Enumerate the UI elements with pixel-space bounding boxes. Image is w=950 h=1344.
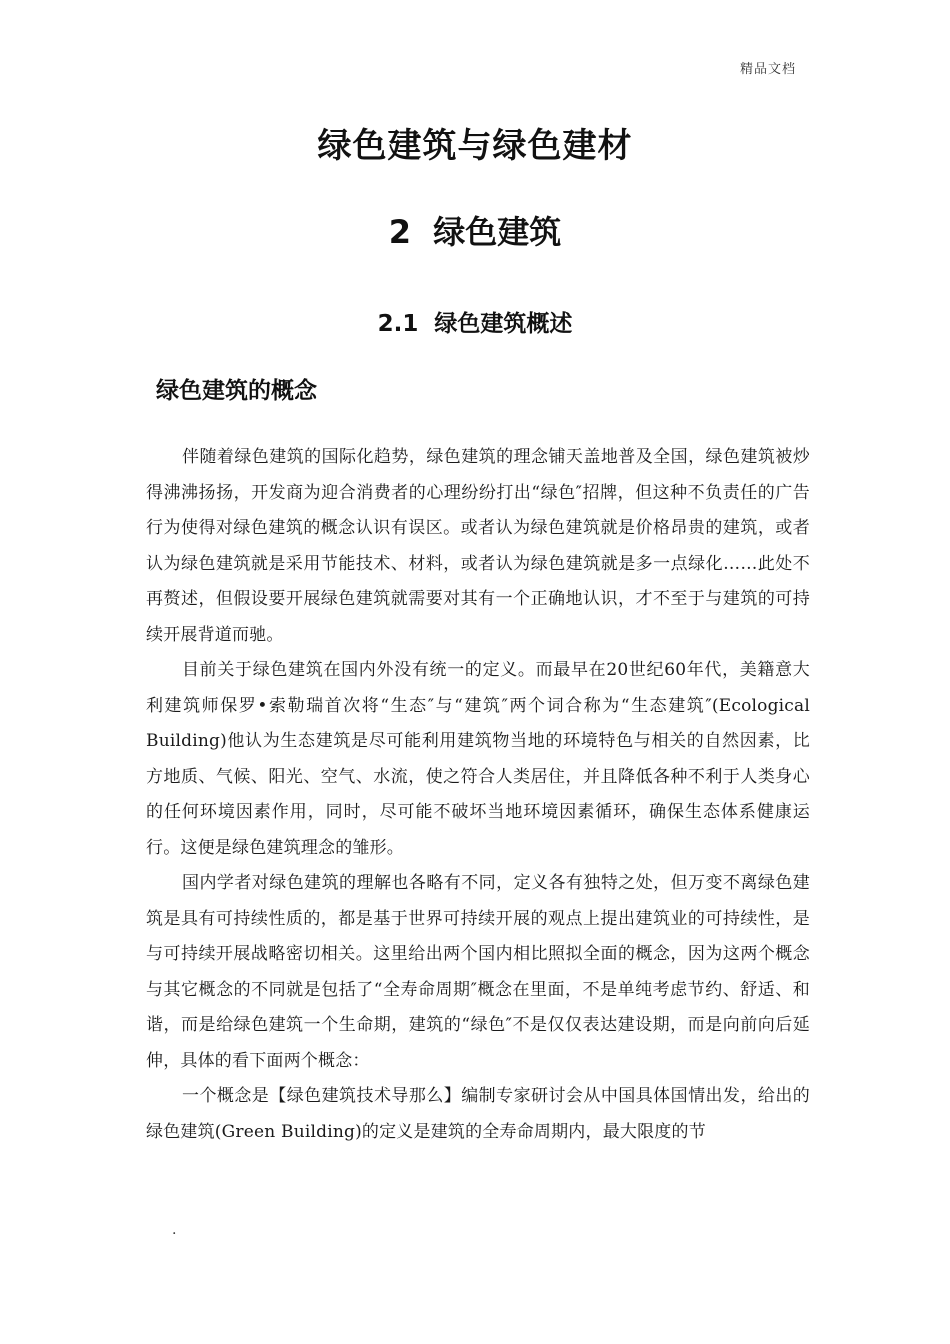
paragraph: 目前关于绿色建筑在国内外没有统一的定义。而最早在20世纪60年代，美籍意大利建筑师保罗•索勒瑞首次将“生态″与“建筑″两个词合称为“生态建筑″(Ecological Building)他认为生态建筑是尽可能利用建筑物当地的环境特色与相关的自然因素，比方地质、气候、阳光、空气、水流，使之符合人类居住，并且降低各种不利于人类身心的任何环境因素作用，同时，尽可能不破坏当地环境因素循环，确保生态体系健康运行。这便是绿色建筑理念的雏形。 <box>146 660 810 858</box>
footer-mark: . <box>172 1222 177 1238</box>
paragraph: 一个概念是【绿色建筑技术导那么】编制专家研讨会从中国具体国情出发，给出的绿色建筑(Green Building)的定义是建筑的全寿命周期内，最大限度的节 <box>146 1086 810 1142</box>
subsection-heading: 绿色建筑的概念 <box>156 378 317 404</box>
header-mark: 精品文档 <box>740 62 797 77</box>
section-heading: 2.1 绿色建筑概述 <box>377 311 573 337</box>
body-text <box>146 440 810 1150</box>
document-title: 绿色建筑与绿色建材 <box>317 126 633 166</box>
paragraph: 伴随着绿色建筑的国际化趋势，绿色建筑的理念铺天盖地普及全国，绿色建筑被炒得沸沸扬扬，开发商为迎合消费者的心理纷纷打出“绿色″招牌，但这种不负责任的广告行为使得对绿色建筑的概念认识有误区。或者认为绿色建筑就是价格昂贵的建筑，或者认为绿色建筑就是采用节能技术、材料，或者认为绿色建筑就是多一点绿化……此处不再赘述，但假设要开展绿色建筑就需要对其有一个正确地认识，才不至于与建筑的可持续开展背道而驰。 <box>146 447 810 645</box>
paragraph: 国内学者对绿色建筑的理解也各略有不同，定义各有独特之处，但万变不离绿色建筑是具有可持续性质的，都是基于世界可持续开展的观点上提出建筑业的可持续性，是与可持续开展战略密切相关。这里给出两个国内相比照拟全面的概念，因为这两个概念与其它概念的不同就是包括了“全寿命周期″概念在里面，不是单纯考虑节约、舒适、和谐，而是给绿色建筑一个生命期，建筑的“绿色″不是仅仅表达建设期，而是向前向后延伸，具体的看下面两个概念： <box>146 873 810 1071</box>
chapter-heading: 2 绿色建筑 <box>388 213 562 251</box>
